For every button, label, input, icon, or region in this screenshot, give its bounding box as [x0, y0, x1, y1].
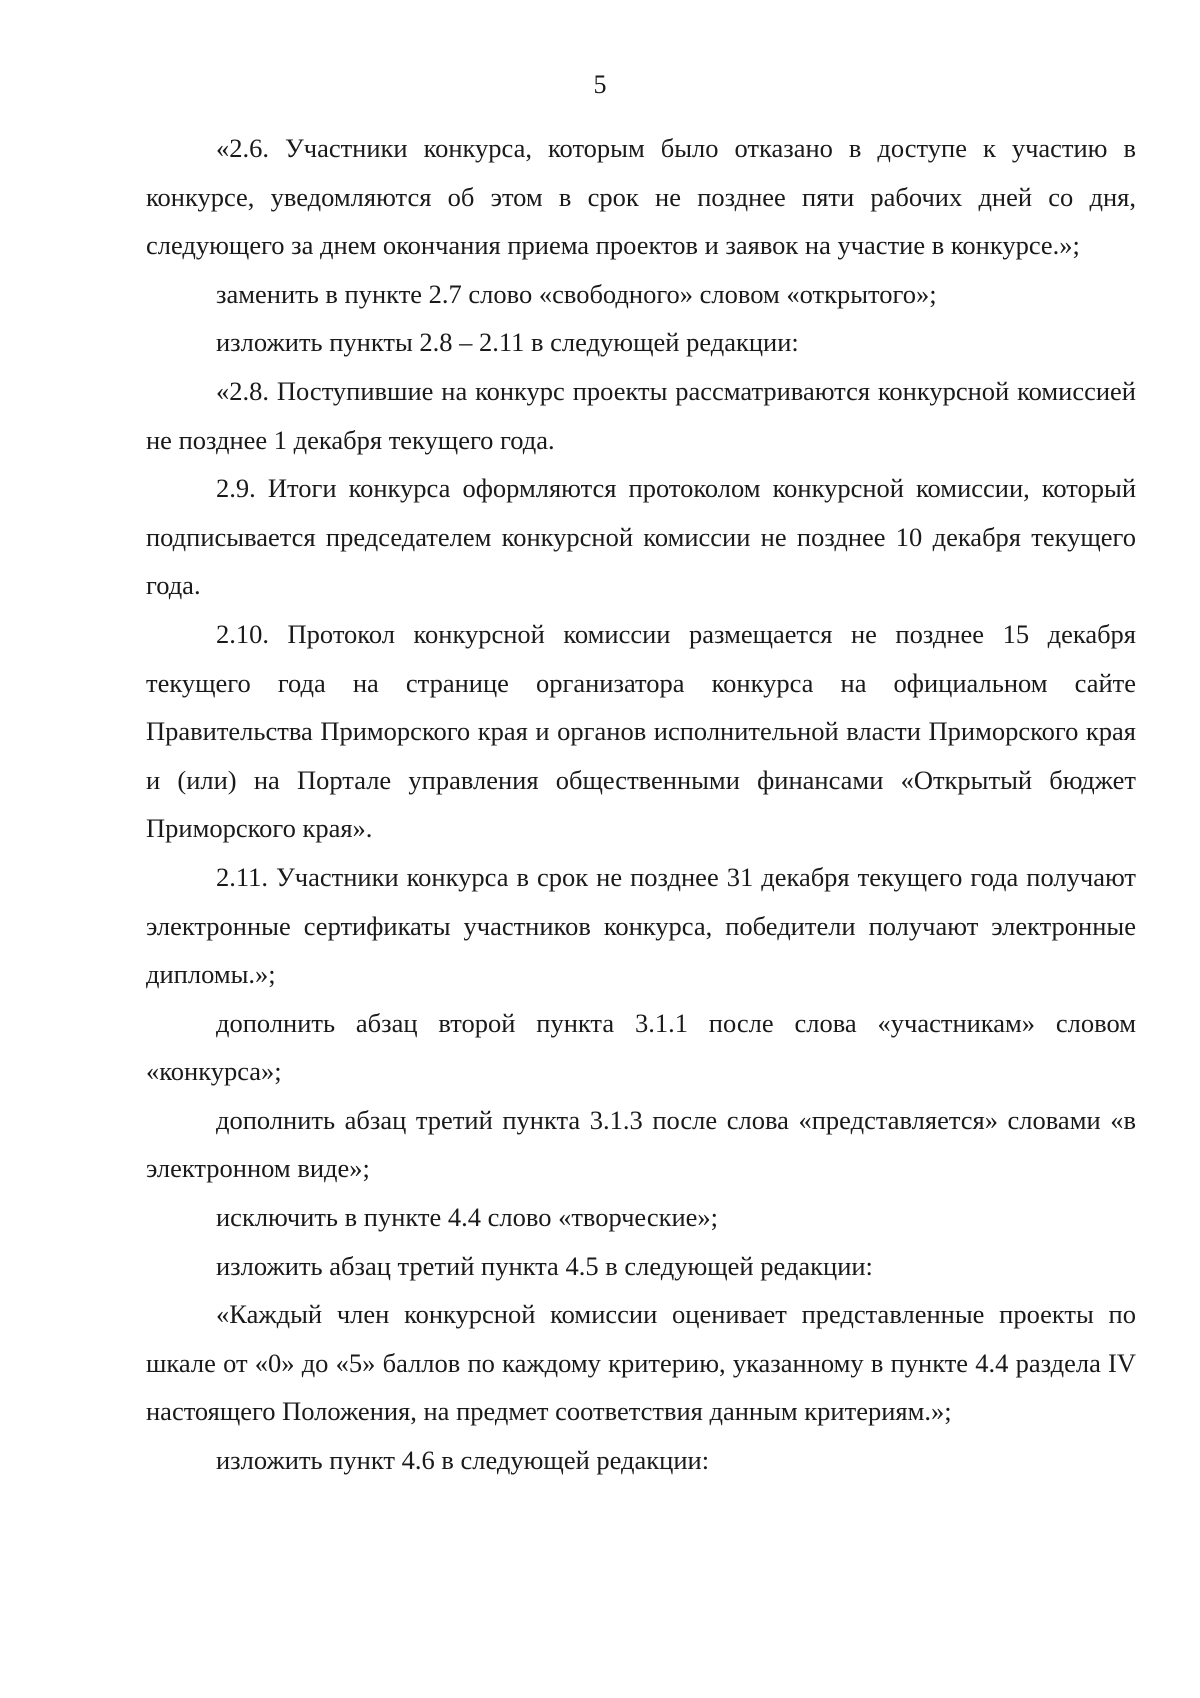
paragraph-amend-3-1-1: дополнить абзац второй пункта 3.1.1 после слова «участникам» словом «конкурса»; — [146, 1007, 1136, 1087]
paragraph-2-8: «2.8. Поступившие на конкурс проекты рассматриваются конкурсной комиссией не позднее 1 декабря текущего года. — [146, 375, 1136, 455]
paragraph-2-6: «2.6. Участники конкурса, которым было отказано в доступе к участию в конкурсе, уведомляются об этом в срок не позднее пяти рабочих дней со дня, следующего за днем окончания приема проектов и заявок на участие в конкурсе.»; — [146, 133, 1136, 261]
document-body — [146, 124, 1136, 1485]
paragraph-restate-4-5: изложить абзац третий пункта 4.5 в следующей редакции: — [216, 1250, 873, 1281]
paragraph-4-5-text: «Каждый член конкурсной комиссии оценивает представленные проекты по шкале от «0» до «5» баллов по каждому критерию, указанному в пункте 4.4 раздела IV настоящего Положения, на предмет соответствия данным критериям.»; — [146, 1299, 1136, 1427]
paragraph-restate-4-6: изложить пункт 4.6 в следующей редакции: — [216, 1445, 710, 1476]
paragraph-replace-2-7: заменить в пункте 2.7 слово «свободного» словом «открытого»; — [216, 278, 937, 309]
paragraph-2-11: 2.11. Участники конкурса в срок не позднее 31 декабря текущего года получают электронные сертификаты участников конкурса, победители получают электронные дипломы.»; — [146, 861, 1136, 990]
paragraph-amend-3-1-3: дополнить абзац третий пункта 3.1.3 после слова «представляется» словами «в электронном виде»; — [146, 1104, 1136, 1184]
page-number: 5 — [593, 70, 607, 99]
paragraph-2-9: 2.9. Итоги конкурса оформляются протоколом конкурсной комиссии, который подписывается председателем конкурсной комиссии не позднее 10 декабря текущего года. — [146, 473, 1136, 601]
paragraph-2-10: 2.10. Протокол конкурсной комиссии размещается не позднее 15 декабря текущего года на странице организатора конкурса на официальном сайте Правительства Приморского края и органов исполнительной власти Приморского края и (или) на Портале управления общественными финансами «Открытый бюджет Приморского края». — [146, 618, 1136, 844]
paragraph-exclude-4-4: исключить в пункте 4.4 слово «творческие»; — [216, 1202, 719, 1233]
paragraph-restate-2-8-2-11: изложить пункты 2.8 – 2.11 в следующей редакции: — [216, 327, 799, 358]
